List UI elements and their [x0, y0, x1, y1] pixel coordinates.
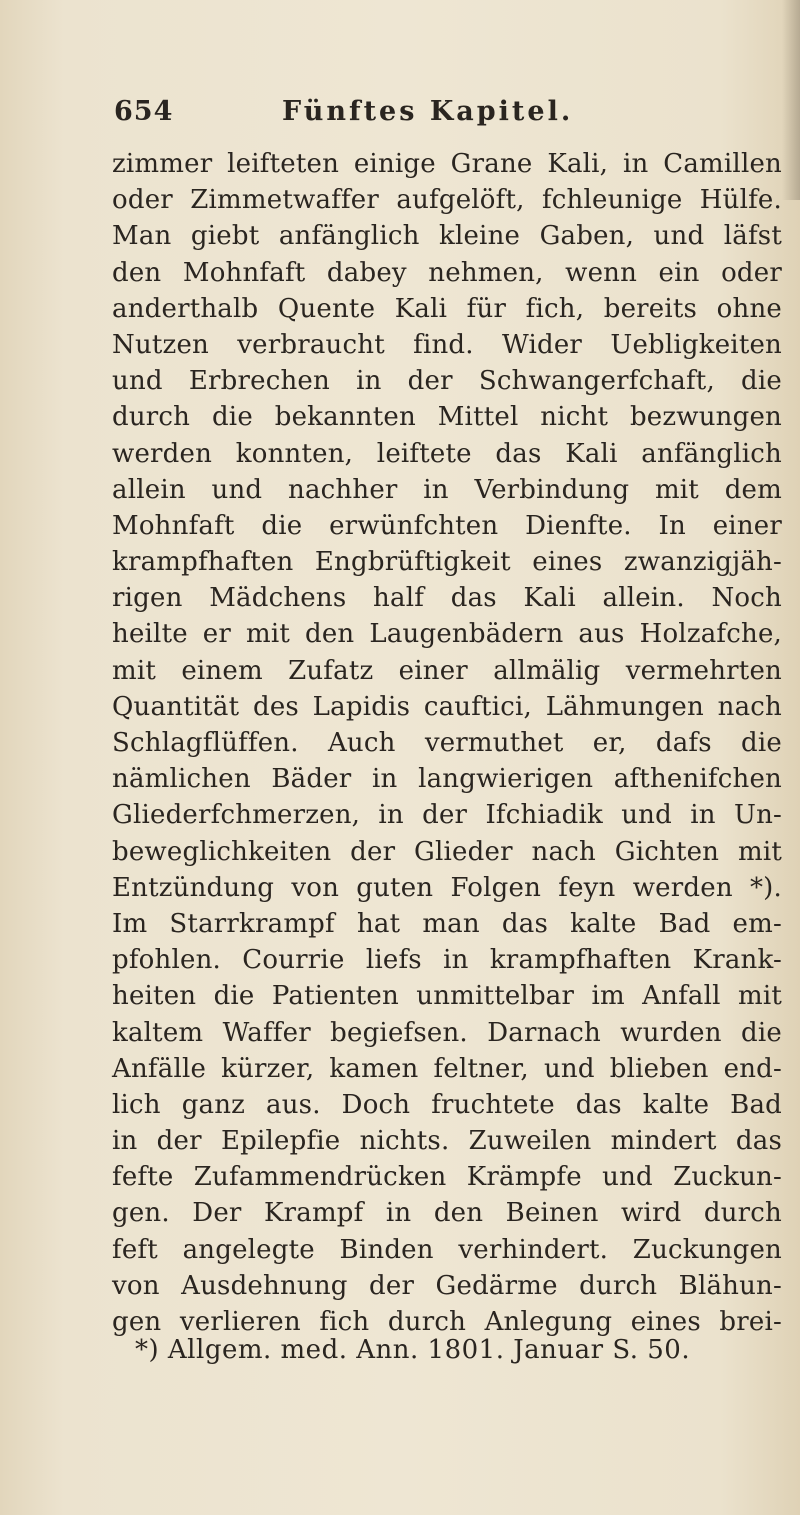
text-line: Nutzen verbraucht find. Wider Uebligkeiten [112, 329, 782, 360]
page-header [0, 96, 800, 136]
text-line: nämlichen Bäder in langwierigen afthenifchen [112, 764, 782, 795]
text-line: heiten die Patienten unmittelbar im Anfall mit [112, 981, 782, 1012]
text-line: fefte Zufammendrücken Krämpfe und Zuckun- [112, 1162, 782, 1193]
text-line: feft angelegte Binden verhindert. Zuckungen [112, 1234, 782, 1265]
text-line: allein und nachher in Verbindung mit dem [112, 474, 782, 505]
text-line: krampfhaften Engbrüftigkeit eines zwanzigjäh- [112, 547, 782, 578]
text-line: rigen Mädchens half das Kali allein. Noch [112, 583, 782, 614]
footnote: *) Allgem. med. Ann. 1801. Januar S. 50. [135, 1335, 691, 1365]
text-line: lich ganz aus. Doch fruchtete das kalte Bad [112, 1089, 782, 1120]
text-line: heilte er mit den Laugenbädern aus Holzafche, [112, 619, 782, 650]
text-line: Anfälle kürzer, kamen feltner, und blieben end- [112, 1053, 782, 1084]
running-title: Fünftes Kapitel. [282, 96, 574, 127]
text-line: oder Zimmetwaffer aufgelöft, fchleunige Hülfe. [112, 185, 782, 216]
text-line: und Erbrechen in der Schwangerfchaft, die [112, 366, 782, 397]
text-line: kaltem Waffer begiefsen. Darnach wurden die [112, 1017, 782, 1048]
text-line: Entzündung von guten Folgen feyn werden *). [112, 872, 782, 903]
text-line: Schlagflüffen. Auch vermuthet er, dafs die [112, 728, 782, 758]
text-line: Quantität des Lapidis cauftici, Lähmungen nach [112, 691, 782, 722]
text-line: beweglichkeiten der Glieder nach Gichten mit [112, 836, 782, 867]
text-line: gen. Der Krampf in den Beinen wird durch [112, 1198, 782, 1229]
text-line: anderthalb Quente Kali für fich, bereits ohne [112, 293, 782, 324]
text-line: Im Starrkrampf hat man das kalte Bad em- [112, 908, 782, 939]
text-line: Man giebt anfänglich kleine Gaben, und läfst [112, 221, 782, 252]
text-line: mit einem Zufatz einer allmälig vermehrten [112, 655, 782, 686]
text-line: pfohlen. Courrie liefs in krampfhaften Krank- [112, 945, 782, 976]
text-line: werden konnten, leiftete das Kali anfänglich [112, 438, 782, 469]
text-line: Mohnfaft die erwünfchten Dienfte. In einer [112, 510, 782, 541]
text-line: Gliederfchmerzen, in der Ifchiadik und in Un- [112, 800, 782, 831]
page-number: 654 [114, 96, 174, 127]
body-text [112, 146, 782, 1340]
text-line: durch die bekannten Mittel nicht bezwungen [112, 402, 782, 433]
text-line: den Mohnfaft dabey nehmen, wenn ein oder [112, 257, 782, 288]
text-line: zimmer leifteten einige Grane Kali, in Camillen [112, 149, 782, 179]
text-line: in der Epilepfie nichts. Zuweilen mindert das [112, 1126, 782, 1157]
text-line: gen verlieren fich durch Anlegung eines brei- [112, 1307, 782, 1337]
text-line: von Ausdehnung der Gedärme durch Blähun- [112, 1270, 782, 1301]
